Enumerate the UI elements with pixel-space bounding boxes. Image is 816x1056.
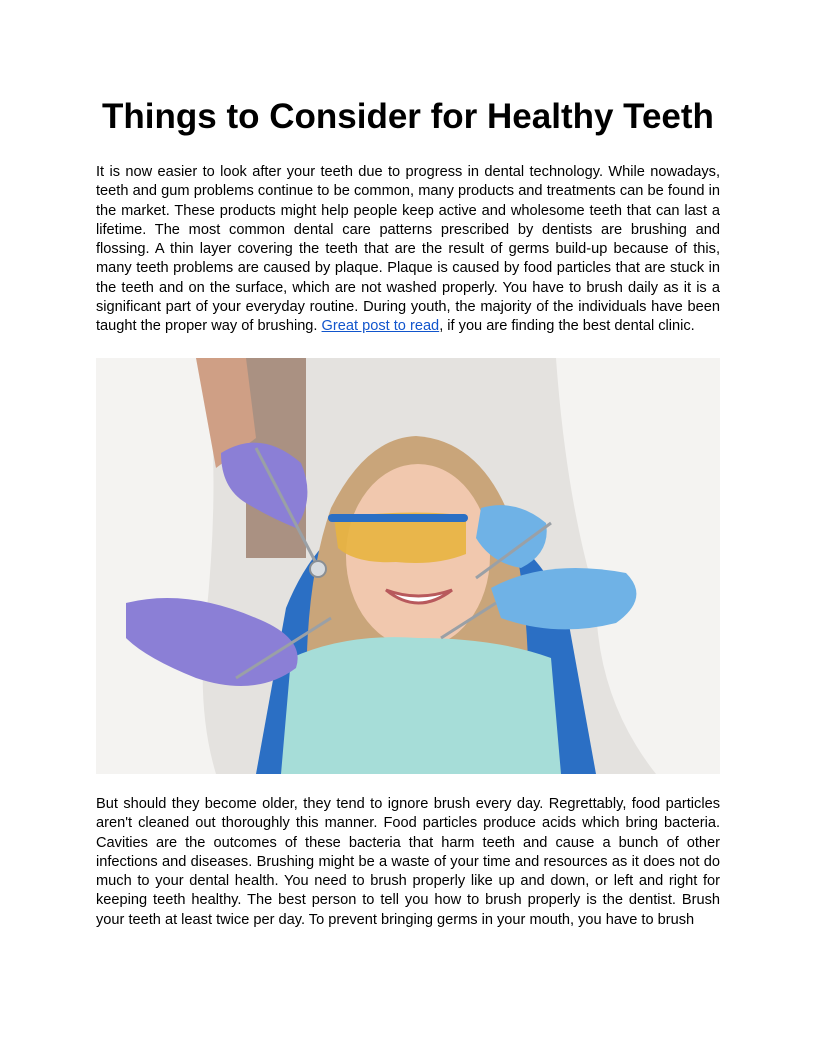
great-post-link[interactable]: Great post to read bbox=[321, 318, 440, 335]
intro-text: It is now easier to look after your teeth due to progress in dental technology. While nowadays, teeth and gum problems continue to be common, many products and treatments can be found in the market. These products might help people keep active and wholesome teeth that can last a lifetime. The most common dental care patterns prescribed by dentists are brushing and flossing. A thin layer covering the teeth that are the result of germs build-up because of this, many teeth problems are caused by plaque. Plaque is caused by food particles that are stuck in the teeth and on the surface, which are not washed properly. You have to brush daily as it is a significant part of your everyday routine. During youth, the majority of the individuals have been taught the proper way of brushing. bbox=[96, 164, 720, 335]
article-title: Things to Consider for Healthy Teeth bbox=[102, 97, 714, 136]
left-dentist-coat bbox=[96, 358, 216, 774]
intro-text-end: , if you are finding the best dental clinic. bbox=[439, 318, 695, 335]
dental-photo-illustration bbox=[96, 358, 720, 774]
dental-photo bbox=[96, 358, 720, 774]
dental-bib bbox=[281, 637, 561, 774]
intro-paragraph bbox=[96, 163, 720, 337]
body-paragraph: But should they become older, they tend to ignore brush every day. Regrettably, food particles aren't cleaned out thoroughly this manner. Food particles produce acids which bring bacteria. Cavities are the outcomes of these bacteria that harm teeth and cause a bunch of other infections and diseases. Brushing might be a waste of your time and resources as it does not do much to your dental health. You need to brush properly like up and down, or left and right for keeping teeth healthy. The best person to tell you how to brush properly is the dentist. Brush your teeth at least twice per day. To prevent bringing germs in your mouth, you have to brush bbox=[96, 796, 720, 928]
